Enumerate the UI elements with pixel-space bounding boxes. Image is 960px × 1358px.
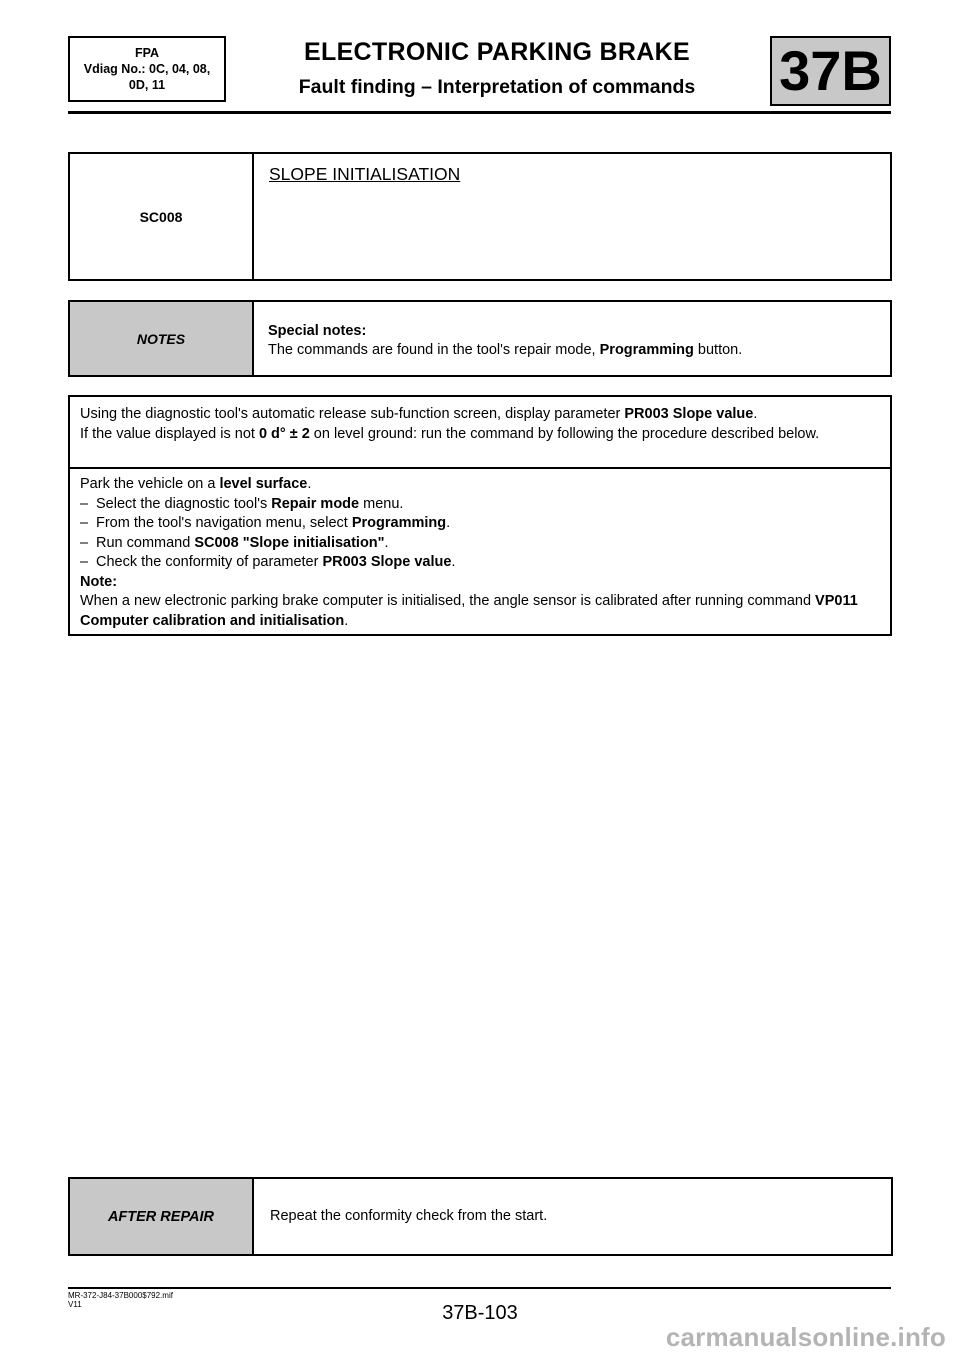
step-3 (80, 534, 880, 554)
notes-text-bold: Programming (599, 342, 694, 358)
after-repair-body (254, 1179, 891, 1254)
note-text (80, 592, 880, 631)
text: . (344, 612, 349, 629)
text: . (451, 554, 456, 570)
park-instruction (80, 475, 880, 495)
notes-text (268, 322, 742, 360)
dash-bullet: – (80, 534, 89, 551)
text: When a new electronic parking brake computer is initialised, the angle sensor is calibrated after running command (80, 593, 816, 609)
note-heading: Note: (80, 573, 118, 590)
dash-bullet: – (80, 554, 89, 570)
notes-text-end: button. (693, 342, 743, 358)
condition-line-1 (80, 404, 880, 424)
dash-bullet: – (80, 495, 89, 512)
notes-body (254, 302, 890, 375)
notes-heading: Special notes: (268, 323, 367, 339)
text: Using the diagnostic tool's automatic release sub-function screen, display parameter (80, 406, 625, 422)
text: . (384, 534, 389, 551)
emphasis: VP011 Computer calibration and initialisation (80, 593, 858, 629)
text: Select the diagnostic tool's (96, 495, 272, 512)
watermark: carmanualsonline.info (665, 1322, 946, 1352)
step-1 (80, 495, 880, 515)
target-value: 0 d° ± 2 (258, 426, 310, 442)
command-code: SC008 (70, 154, 254, 279)
text: on level ground: run the command by following the procedure described below. (309, 426, 820, 442)
reference-file: MR-372-J84-37B000$792.mif (68, 1291, 173, 1300)
step-2 (80, 514, 880, 534)
command-table (68, 152, 892, 281)
step-4 (80, 553, 880, 573)
text: If the value displayed is not (80, 426, 259, 442)
applicability-line-2: Vdiag No.: 0C, 04, 08, (83, 62, 211, 76)
emphasis: level surface (219, 476, 308, 492)
page-number: 37B-103 (442, 1302, 518, 1324)
parameter-name: PR003 Slope value (624, 406, 754, 422)
procedure-condition-row (70, 397, 890, 469)
notes-label: NOTES (70, 302, 254, 375)
text: Check the conformity of parameter (96, 554, 323, 570)
section-code-badge: 37B (770, 36, 891, 106)
procedure-table (68, 395, 892, 636)
header-divider (68, 111, 891, 114)
dash-bullet: – (80, 515, 89, 531)
applicability-line-3: 0D, 11 (128, 78, 166, 92)
command-title-cell (254, 154, 890, 279)
condition-line-2 (80, 424, 880, 444)
notes-table (68, 300, 892, 377)
page-subtitle: Fault finding – Interpretation of commands (298, 76, 696, 98)
emphasis: Repair mode (271, 495, 360, 512)
text: From the tool's navigation menu, select (96, 515, 352, 531)
text: . (307, 476, 312, 492)
note-label (80, 573, 880, 593)
after-repair-table (68, 1177, 893, 1256)
command-title: SLOPE INITIALISATION (269, 164, 461, 184)
text: Run command (96, 534, 195, 551)
after-repair-text: Repeat the conformity check from the start. (270, 1208, 548, 1224)
reference-version: V11 (68, 1300, 82, 1309)
footer-divider (68, 1287, 891, 1289)
text: menu. (359, 495, 404, 512)
emphasis: SC008 "Slope initialisation" (194, 534, 385, 551)
text: Park the vehicle on a (80, 476, 220, 492)
vehicle-applicability-box (68, 36, 226, 102)
applicability-line-1: FPA (134, 46, 160, 60)
page-title: ELECTRONIC PARKING BRAKE (304, 38, 690, 66)
after-repair-label: AFTER REPAIR (70, 1179, 254, 1254)
text: . (753, 406, 758, 422)
procedure-steps-row (70, 469, 890, 634)
emphasis: PR003 Slope value (322, 554, 452, 570)
notes-text-start: The commands are found in the tool's repair mode, (268, 342, 600, 358)
text: . (446, 515, 451, 531)
emphasis: Programming (351, 515, 447, 531)
